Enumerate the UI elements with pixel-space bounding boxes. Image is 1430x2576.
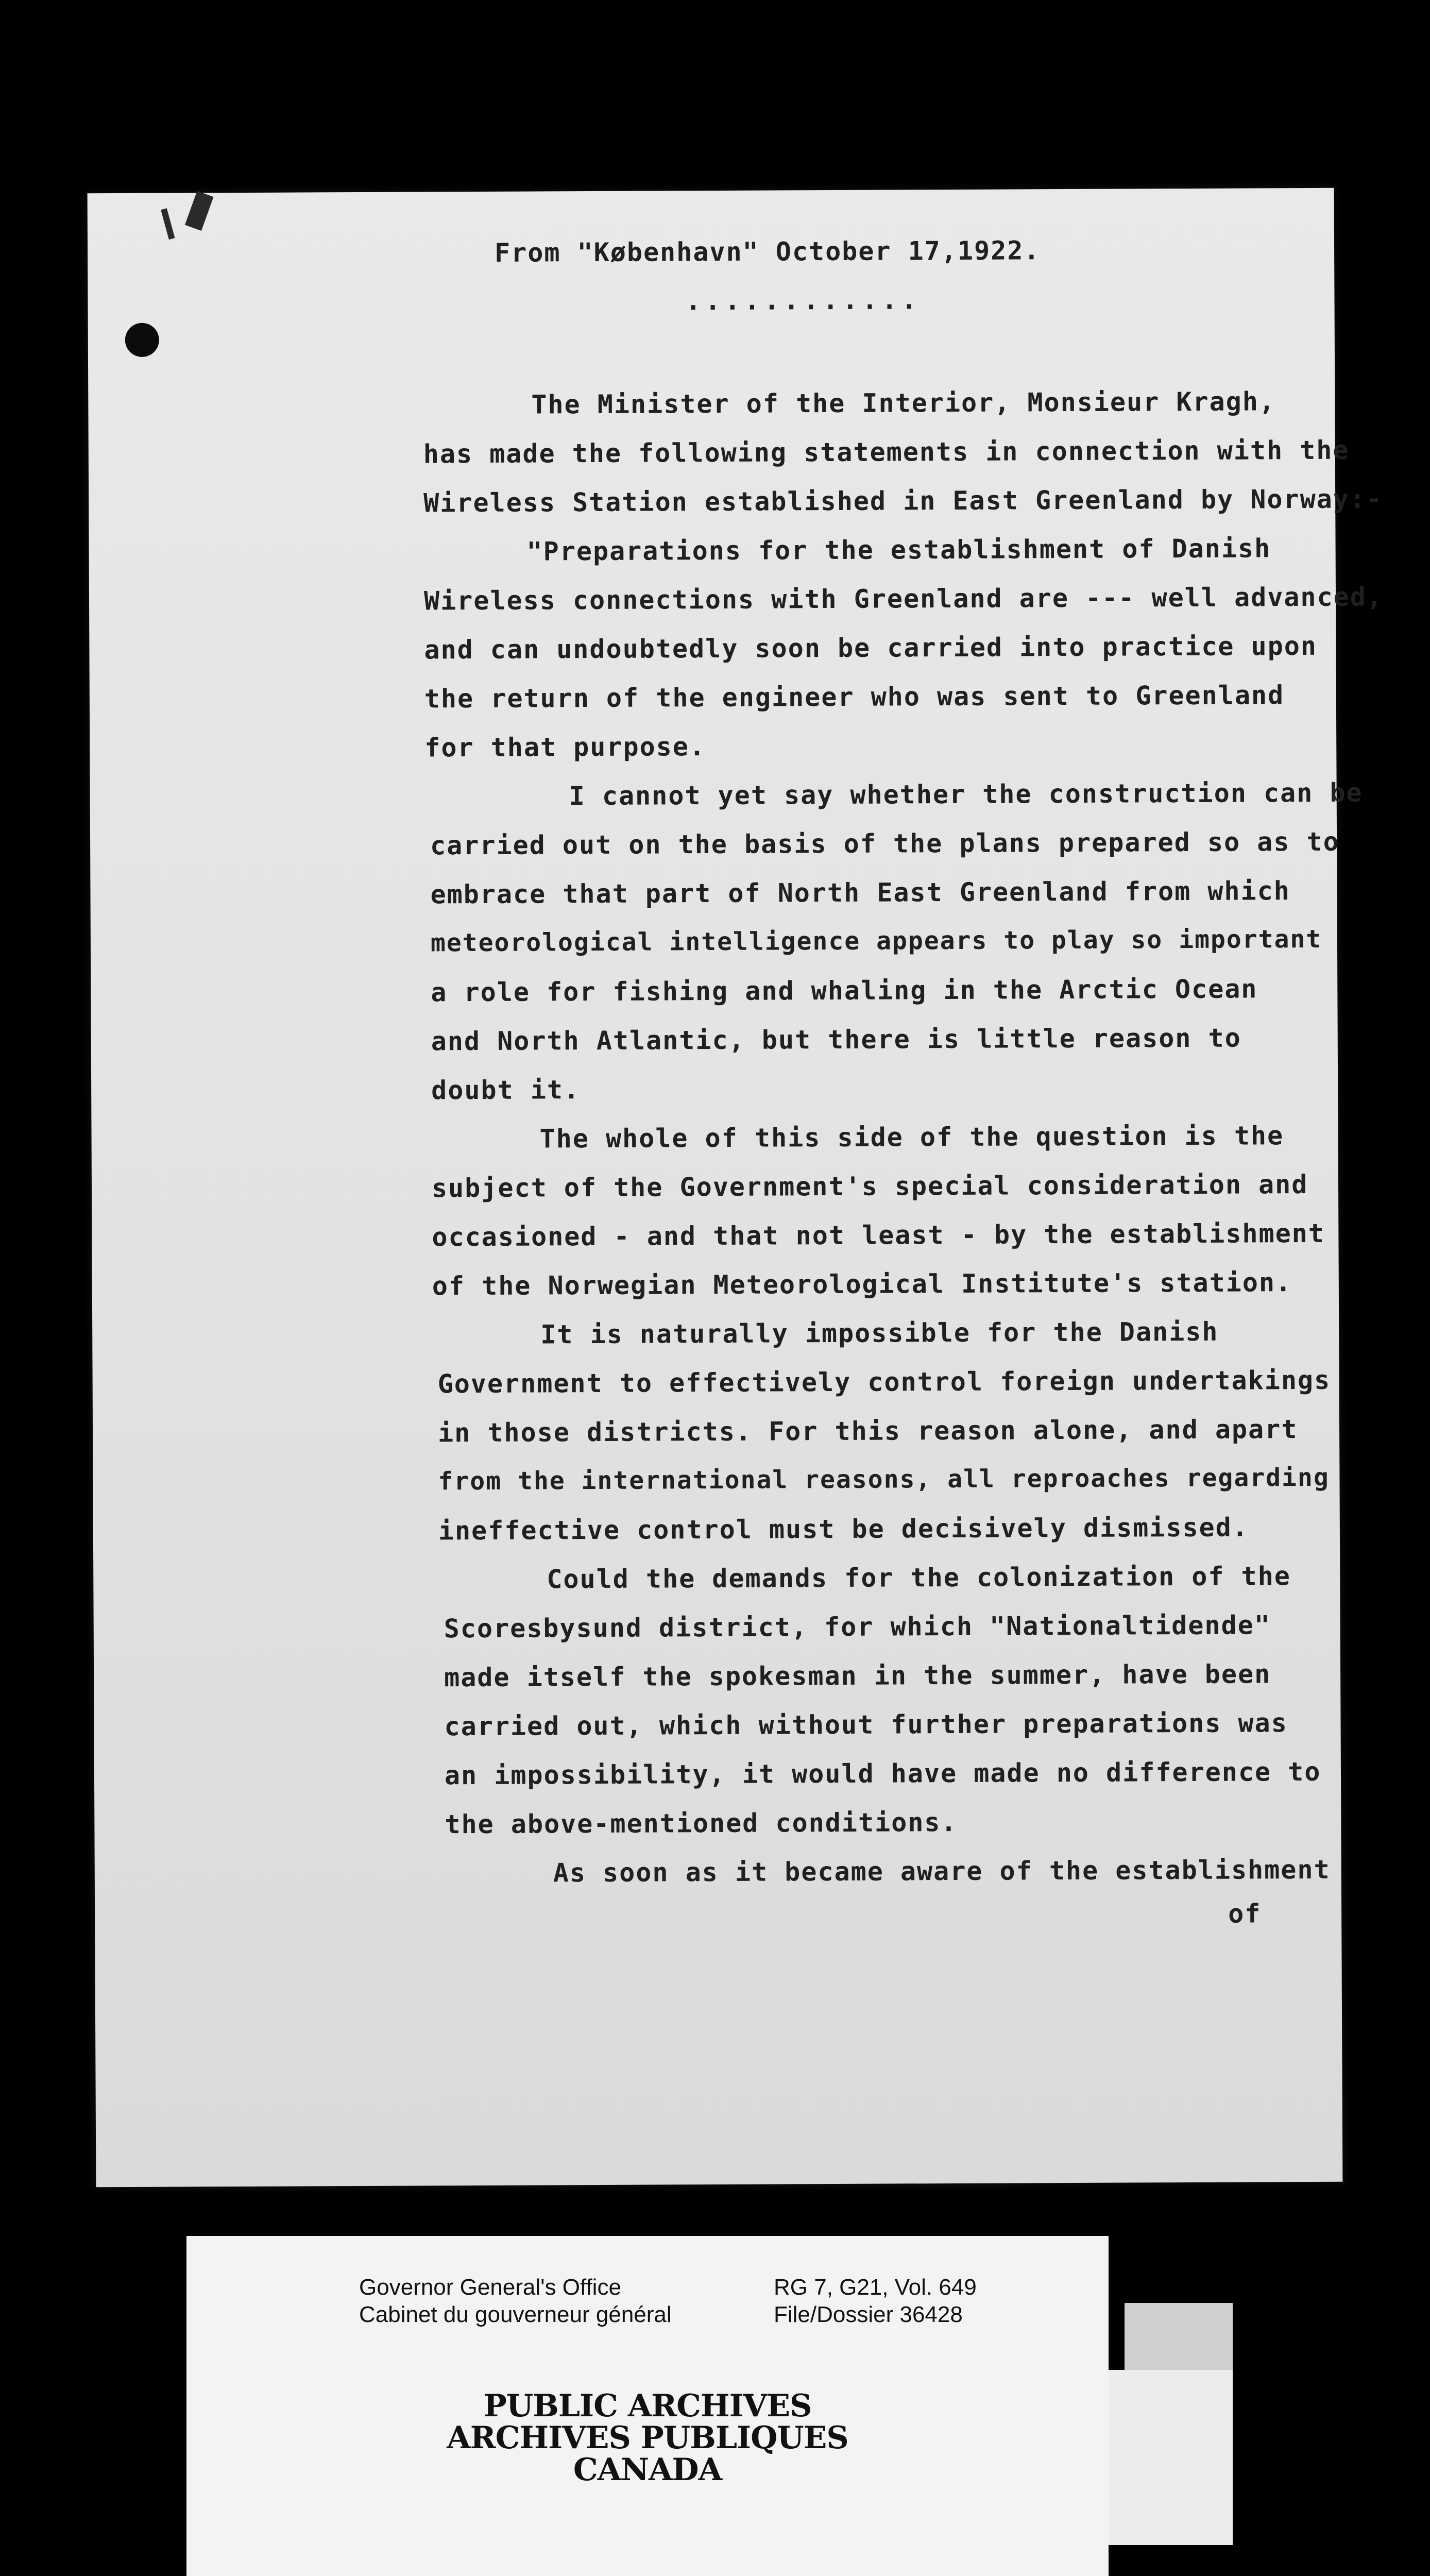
body-line: Scoresbysund district, for which "Nationaltidende": [444, 1610, 1271, 1644]
letter-page: [88, 188, 1384, 2188]
label-tab: [1125, 2303, 1233, 2370]
body-line: occasioned - and that not least - by the establishment: [432, 1218, 1325, 1252]
body-line: embrace that part of North East Greenland from which: [430, 876, 1290, 910]
heading-separator: ............: [685, 285, 921, 316]
body-line: subject of the Government's special consideration and: [431, 1169, 1308, 1204]
body-line: Could the demands for the colonization of the: [547, 1561, 1291, 1595]
body-line: of the Norwegian Meteorological Institute's station.: [432, 1267, 1292, 1301]
file-number: File/Dossier 36428: [774, 2302, 963, 2327]
body-line: ineffective control must be decisively dismissed.: [438, 1512, 1249, 1546]
torn-corner-mark: [161, 208, 175, 240]
office-french: Cabinet du gouverneur général: [359, 2302, 672, 2327]
body-line: from the international reasons, all reproaches regarding: [438, 1463, 1330, 1496]
body-line: "Preparations for the establishment of Danish: [526, 533, 1271, 567]
catchword: of: [1228, 1899, 1262, 1929]
body-line: carried out on the basis of the plans prepared so as to: [430, 826, 1340, 861]
body-line: It is naturally impossible for the Danish: [540, 1316, 1219, 1350]
record-group-reference: RG 7, G21, Vol. 649: [774, 2275, 977, 2300]
body-line: in those districts. For this reason alone, and apart: [437, 1414, 1298, 1448]
body-line: a role for fishing and whaling in the Arctic Ocean: [431, 974, 1258, 1008]
body-line: for that purpose.: [424, 732, 706, 763]
body-line: The whole of this side of the question is the: [539, 1121, 1284, 1154]
body-line: As soon as it became aware of the establishment: [553, 1854, 1331, 1888]
torn-corner-mark: [185, 191, 214, 231]
body-line: the above-mentioned conditions.: [445, 1807, 958, 1840]
punch-hole: [125, 323, 159, 357]
body-line: and can undoubtedly soon be carried into practice upon: [424, 631, 1318, 665]
body-line: meteorological intelligence appears to play so important: [430, 924, 1322, 958]
body-line: made itself the spokesman in the summer, have been: [444, 1659, 1271, 1693]
archive-stamp-line: CANADA: [573, 2452, 722, 2488]
body-line: I cannot yet say whether the construction can be: [569, 777, 1363, 811]
body-line: Government to effectively control foreign undertakings: [437, 1365, 1331, 1399]
body-line: Wireless connections with Greenland are --- well advanced,: [423, 582, 1384, 616]
body-line: carried out, which without further preparations was: [444, 1708, 1288, 1742]
body-line: doubt it.: [431, 1075, 581, 1106]
archive-stamp-line: PUBLIC ARCHIVES: [483, 2388, 812, 2424]
archive-label: [186, 2236, 1109, 2576]
letter-heading: From "København" October 17,1922.: [494, 235, 1041, 268]
body-line: The Minister of the Interior, Monsieur Kragh,: [531, 386, 1276, 420]
archive-stamp-line: ARCHIVES PUBLIQUES: [447, 2420, 848, 2456]
body-line: an impossibility, it would have made no difference to: [444, 1756, 1321, 1791]
body-line: has made the following statements in connection with the: [423, 435, 1350, 469]
body-line: the return of the engineer who was sent to Greenland: [424, 680, 1285, 714]
office-english: Governor General's Office: [359, 2275, 621, 2300]
body-line: and North Atlantic, but there is little reason to: [431, 1023, 1241, 1057]
body-line: Wireless Station established in East Greenland by Norway:-: [423, 484, 1383, 518]
